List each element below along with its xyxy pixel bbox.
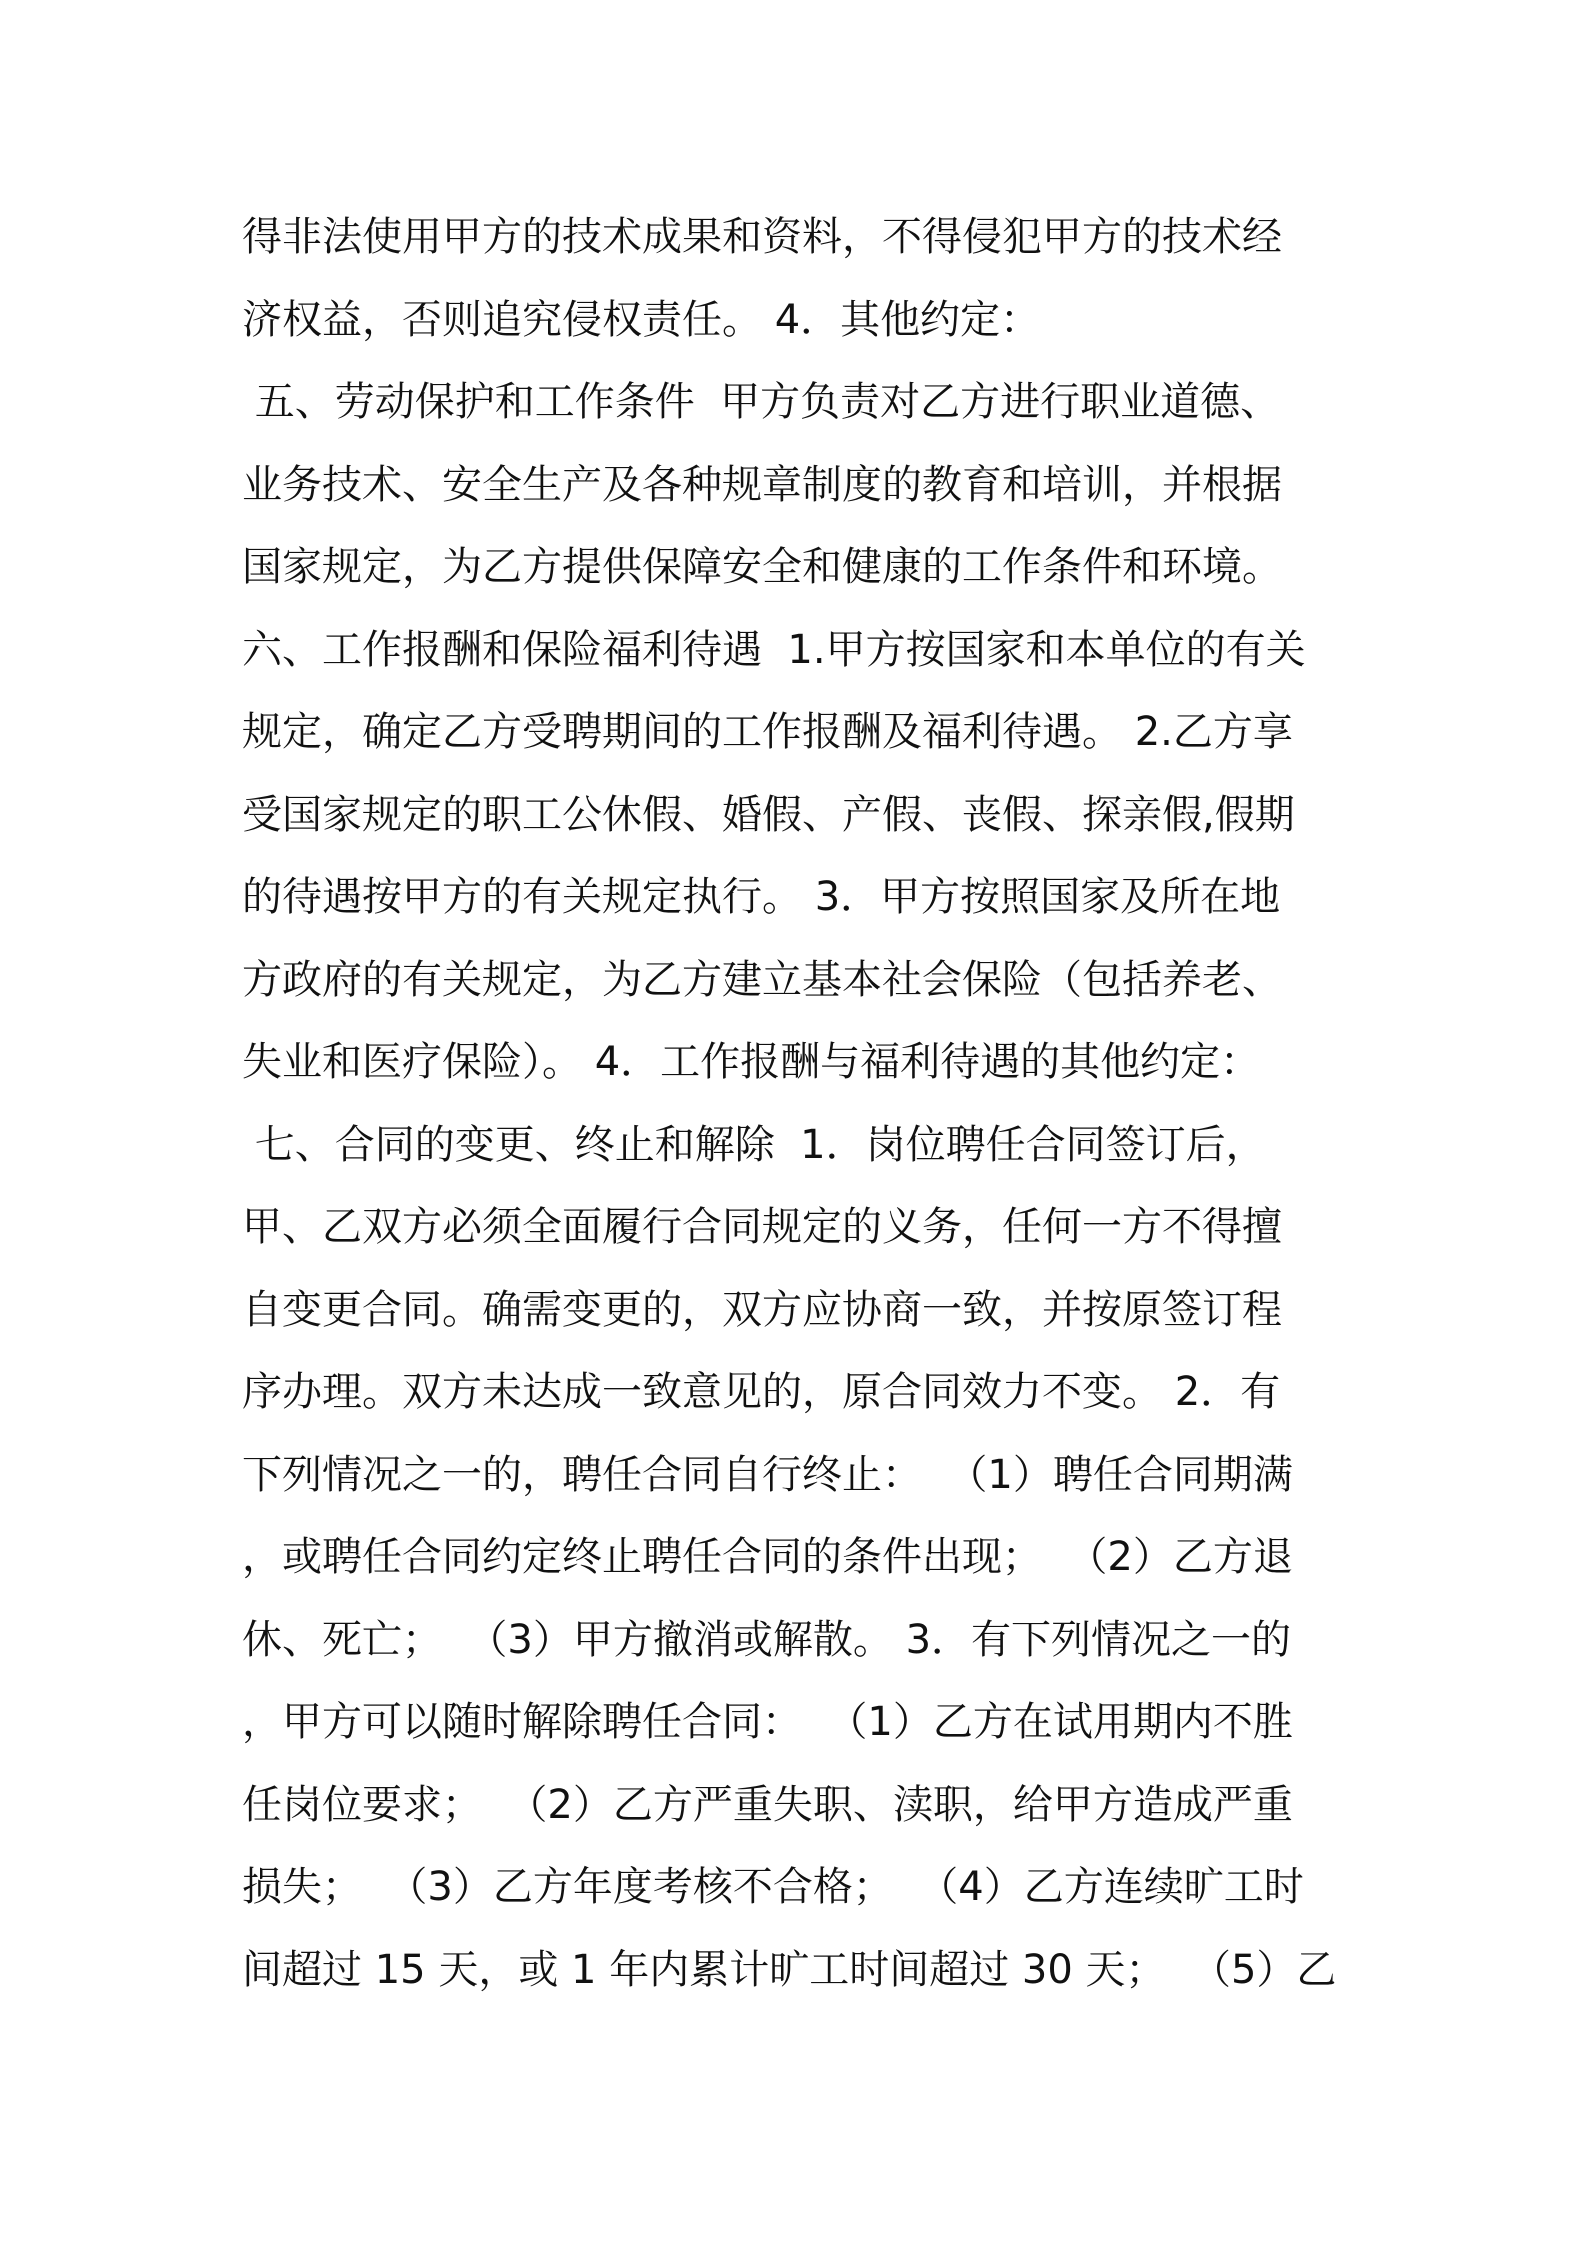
text-line: 六、工作报酬和保险福利待遇 1.甲方按国家和本单位的有关	[242, 626, 1306, 673]
text-line: 济权益，否则追究侵权责任。 4．其他约定：	[242, 296, 1041, 343]
text-line: 业务技术、安全生产及各种规章制度的教育和培训，并根据	[242, 461, 1282, 508]
text-line: 国家规定，为乙方提供保障安全和健康的工作条件和环境。	[242, 544, 1282, 590]
text-line: 受国家规定的职工公休假、婚假、产假、丧假、探亲假,假期	[242, 791, 1295, 838]
text-line: 甲、乙双方必须全面履行合同规定的义务，任何一方不得擅	[242, 1204, 1282, 1250]
text-line: 任岗位要求； （2）乙方严重失职、渎职，给甲方造成严重	[242, 1781, 1293, 1828]
text-line: 自变更合同。确需变更的，双方应协商一致，并按原签订程	[242, 1286, 1282, 1333]
text-line: ，甲方可以随时解除聘任合同： （1）乙方在试用期内不胜	[242, 1699, 1293, 1745]
text-line: 方政府的有关规定，为乙方建立基本社会保险（包括养老、	[242, 956, 1282, 1003]
text-line: 失业和医疗保险）。 4．工作报酬与福利待遇的其他约定：	[242, 1039, 1261, 1085]
text-line: 的待遇按甲方的有关规定执行。 3．甲方按照国家及所在地	[242, 874, 1281, 920]
text-line: 损失； （3）乙方年度考核不合格； （4）乙方连续旷工时	[242, 1864, 1304, 1910]
text-line: 间超过 15 天，或 1 年内累计旷工时间超过 30 天； （5）乙	[242, 1946, 1337, 1993]
text-line: 下列情况之一的，聘任合同自行终止： （1）聘任合同期满	[242, 1451, 1293, 1498]
contract-body-text	[242, 196, 1362, 2011]
text-line: 五、劳动保护和工作条件 甲方负责对乙方进行职业道德、	[242, 379, 1281, 425]
text-line: 休、死亡； （3）甲方撤消或解散。 3．有下列情况之一的	[242, 1616, 1292, 1663]
text-line: 序办理。双方未达成一致意见的，原合同效力不变。 2．有	[242, 1369, 1281, 1415]
text-line: 七、合同的变更、终止和解除 1．岗位聘任合同签订后，	[242, 1121, 1266, 1168]
text-line: ，或聘任合同约定终止聘任合同的条件出现； （2）乙方退	[242, 1534, 1293, 1580]
text-line: 规定，确定乙方受聘期间的工作报酬及福利待遇。 2.乙方享	[242, 709, 1293, 755]
text-line: 得非法使用甲方的技术成果和资料，不得侵犯甲方的技术经	[242, 214, 1282, 260]
